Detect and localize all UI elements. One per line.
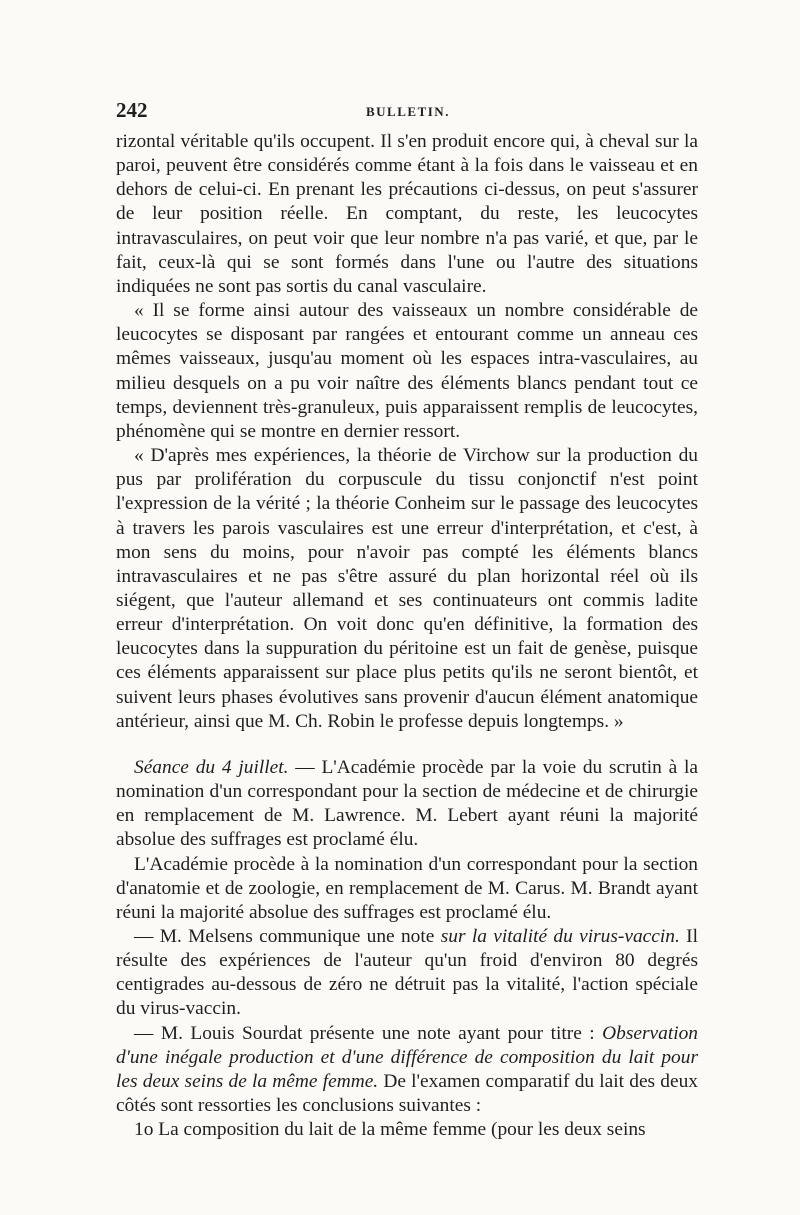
paragraph-quote-theories: « D'après mes expériences, la théorie de Virchow sur la production du pus par prolifération du corpuscule du tissu conjonctif n'est point l'expression de la vérité ; la théorie Conheim sur le passage des leucocytes à travers les parois vasculaires est une erreur d'interprétation, et c'est, à mon sens du moins, pour n'avoir pas compté les éléments blancs intravasculaires et ne pas s'être assuré du plan horizontal réel où ils siégent, que l'auteur allemand et ses continuateurs ont commis ladite erreur d'interprétation. On voit donc qu'en définitive, la formation des leucocytes dans la suppuration du péritoine est un fait de genèse, puisque ces éléments apparaissent sur place plus petits qu'ils ne seront bientôt, et suivent leurs phases évolutives sans provenir d'aucun élément anatomique antérieur, ainsi que M. Ch. Robin le professe depuis longtemps. » [116,445,698,732]
seance-text: — L'Académie procède par la voie du scrutin à la nomination d'un correspondant pour la section de médecine et de chirurgie en remplacement de M. Lawrence. M. Lebert ayant réuni la majorité absolue des suffrages est proclamé élu. [116,756,698,851]
paragraph-conclusion-1: 1o La composition du lait de la même femme (pour les deux seins [134,1119,646,1141]
paragraph-melsens: — M. Melsens communique une note sur la vitalité du virus-vaccin. Il résulte des expériences de l'auteur qu'un froid d'environ 80 degrés centigrades au-dessous de zéro ne détruit pas la vitalité, l'action spéciale du virus-vaccin. [116,926,698,1020]
melsens-note-title: sur la vitalité du virus-vaccin. [440,926,680,947]
paragraph-sourdat: — M. Louis Sourdat présente une note ayant pour titre : Observation d'une inégale production et d'une différence de composition du lait pour les deux seins de la même femme. De l'examen comparatif du lait des deux côtés sont ressorties les conclusions suivantes : [116,1022,698,1117]
body-text [116,130,698,1142]
paragraph-seance-election [116,756,698,853]
paragraph-brandt-election: L'Académie procède à la nomination d'un correspondant pour la section d'anatomie et de zoologie, en remplacement de M. Carus. M. Brandt ayant réuni la majorité absolue des suffrages est proclamé élu. [116,853,698,923]
running-title: BULLETIN. [366,104,450,119]
paragraph-quote-leucocytes: « Il se forme ainsi autour des vaisseaux un nombre considérable de leucocytes se disposant par rangées et entourant comme un anneau ces mêmes vaisseaux, jusqu'au moment où les espaces intra-vasculaires, au milieu desquels on a pu voir naître des éléments blancs pendant tout ce temps, deviennent très-granuleux, puis apparaissent remplis de leucocytes, phénomène qui se montre en dernier ressort. [116,300,698,442]
page-number: 242 [116,98,148,122]
paragraph-continuation: rizontal véritable qu'ils occupent. Il s'en produit encore qui, à cheval sur la paroi, peuvent être considérés comme étant à la fois dans le vaisseau et en dehors de celui-ci. En prenant les précautions ci-dessus, on peut s'assurer de leur position réelle. En comptant, du reste, les leucocytes intravasculaires, on peut voir que leur nombre n'a pas varié, et que, par le fait, ceux-là qui se sont formés dans l'une ou l'autre des situations indiquées ne sont pas sortis du canal vasculaire. [116,131,698,297]
sourdat-note-title: Observation d'une inégale production et d'une différence de composition du lait pour les deux seins de la même femme. [116,1022,698,1092]
page-header [116,98,696,126]
seance-date: Séance du 4 juillet. [134,756,289,778]
